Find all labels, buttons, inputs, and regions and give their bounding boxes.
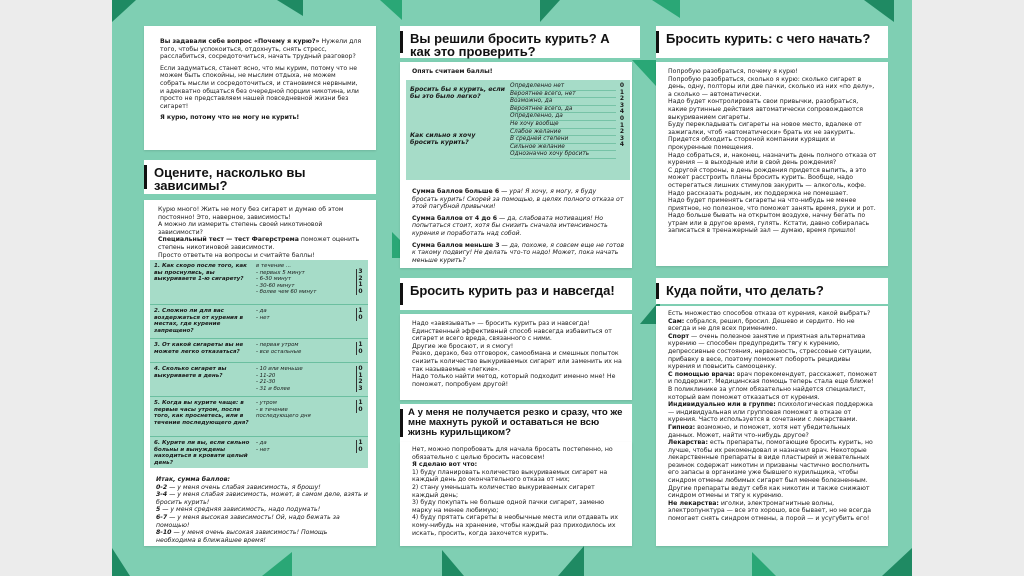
brochure [112, 0, 912, 576]
deco-triangle [632, 60, 656, 86]
check-panel [400, 62, 632, 268]
results-block: Итак, сумма баллов: 0-2 — у меня очень слабая зависимость, я брошу! 3-4 — у меня слабая зависимость, может, в самом деле, взять и бросить курить! 5 — у меня средняя зависимость, надо подумать! 6-7 — у меня высокая зависимость! Ой, надо бежать за помощью! 8-10 — у меня очень высокая зависимость! Помощь необходима в ближайшее время! [156, 476, 368, 544]
section-heading-start: Бросить курить: с чего начать? [656, 26, 888, 58]
motivation-results: Сумма баллов больше 6 — ура! Я хочу, я могу, я буду бросать курить! Скорей за помощью, в целях полного отказа от этой пагубной привычки! Сумма баллов от 4 до 6 — да, слабовата мотивация! Но попытаться стоит, хотя бы снизить сначала интенсивность курения и поработать над собой. Сумма баллов меньше 3 — да, похоже, я совсем еще не готов к такому подвигу! Не делать что-то надо! Может, пока начать меньше курить? [412, 188, 624, 264]
intro-panel [144, 26, 376, 150]
section-heading-where: Куда пойти, что делать? [656, 278, 888, 304]
test-row-5: 5. Когда вы курите чаще: в первые часы утром, после того, как проснетесь, или в течение последующего дня? - утром - в течение последующего дня 1 0 [150, 396, 368, 436]
deco-triangle [277, 0, 303, 16]
deco-triangle [558, 546, 584, 576]
section-heading-dependence: Оцените, насколько вы зависимы? [144, 160, 376, 194]
deco-triangle [540, 0, 560, 22]
test-row-4: 4. Сколько сигарет вы выкуриваете в день? - 10 или меньше - 11-20 - 21-30 - 31 и более 0 1 2 3 [150, 362, 368, 396]
fagerstrom-table [150, 260, 368, 468]
gradual-panel: Нет, можно попробовать для начала бросать постепенно, но обязательно с целью бросить насовсем! Я сделаю вот что: 1) буду планировать количество выкуриваемых сигарет на каждый день до окончательного отказа от них; 2) стану уменьшать количество выкуриваемых сигарет каждый день; 3) буду покупать не больше одной пачки сигарет, заменю марку на менее любимую; 4) буду прятать сигареты в необычные места или отдавать их кому-нибудь на хранение, чтобы каждый раз приходилось их искать, просить, когда захочется курить. [400, 442, 632, 546]
deco-triangle [864, 0, 894, 22]
intro-text: Если задуматься, станет ясно, что мы курим, потому что не можем быть спокойны, не мыслим отдыха, не можем собрать мысли и сосредоточиться, и становимся нервными, и адекватно общаться без очередной порции никотина, или просто не представляем нашей повседневной жизни без сигарет! [160, 64, 359, 110]
deco-triangle [752, 552, 776, 576]
deco-triangle [652, 0, 680, 18]
deco-triangle [882, 548, 912, 576]
deco-triangle [112, 548, 130, 576]
test-panel [144, 200, 376, 546]
test-row-1: 1. Как скоро после того, как вы проснулись, вы выкуриваете 1-ю сигарету? в течение ... - первых 5 минут - 6-30 минут - 30-60 минут - более чем 60 минут 3 2 1 0 [154, 263, 363, 295]
motivation-table: Бросить бы я курить, если бы это было легко? Как сильно я хочу бросить курить? Определенно нет Вероятнее всего, нет Возможно, да Вероятнее всего, да Определенно, да Не хочу вообще Слабое желание В средней степени Сильное желание Однозначно хочу бросить 0 1 2 3 4 0 1 2 3 4 [406, 80, 630, 180]
test-row-2: 2. Сложно ли для вас воздержаться от курения в местах, где курение запрещено? - да - нет 1 0 [150, 304, 368, 338]
section-heading-quit: Бросить курить раз и навсегда! [400, 278, 632, 310]
count-title: Опять считаем баллы! [412, 68, 493, 75]
test-row-3: 3. От какой сигареты вы не можете легко отказаться? - первая утром - все остальные 1 0 [150, 338, 368, 362]
deco-triangle [262, 552, 292, 576]
intro-conclusion: Я курю, потому что не могу не курить! [160, 114, 300, 122]
deco-triangle [380, 0, 402, 20]
section-heading-check: Вы решили бросить курить? А как это проверить? [400, 26, 640, 58]
deco-triangle [442, 550, 464, 576]
section-heading-gradual: А у меня не получается резко и сразу, что же мне махнуть рукой и оставаться не всю жизнь курильщиком? [400, 404, 632, 442]
deco-triangle [112, 0, 136, 22]
test-intro: Курю много! Жить не могу без сигарет и думаю об этом постоянно! Это, наверное, зависимость! А можно ли измерить степень своей никотиновой зависимости? Специальный тест — тест Фагерстрема поможет оценить степень никотиновой зависимости. Просто ответьте на вопросы и считайте баллы! [158, 206, 360, 259]
where-panel: Есть множество способов отказа от курения, какой выбрать? Сам: собрался, решил, бросил. Дешево и сердито. Но не всегда и не для всех применимо. Спорт — очень полезное занятие и приятная альтернатива курению — способен предупредить тягу к курению, депрессивные состояния, нервозность, стрессовые ситуации, прибавку в весе, поэтому поможет побороть рецидивы курения и повысить самооценку. С помощью врача: врач порекомендует, расскажет, поможет и поддержит. Медицинская помощь теперь стала еще ближе! В поликлинике за углом обязательно найдется специалист, который вам поможет отказаться от курения. Индивидуально или в группе: психологическая поддержка — индивидуальная или групповая поможет в отказе от курения. Часто используется в сочетании с лекарствами. Гипноз: возможно, и поможет, хотя нет убедительных данных. Может, найти что-нибудь другое? Лекарства: есть препараты, помогающие бросить курить, но лучше, чтобы их рекомендовал и назначил врач. Некоторые лекарственные препараты в виде пластырей и жевательных резинок содержат никотин и призваны частично восполнить его запасы в организме уже бывшего курильщика, чтобы синдром отмены любимых сигарет был менее болезненным. Другие препараты ведут себя как никотин и также снижают синдром отмены и тягу к курению. Не лекарства: иголки, электромагнитные волны, электропунктура — все это хорошо, все бывает, но не всегда помогает снять синдром отмены, а порой — и усугубить его! [656, 306, 888, 546]
test-row-6: 6. Курите ли вы, если сильно больны и вынуждены находиться в кровати целый день? - да - нет 1 0 [150, 436, 368, 468]
start-panel: Попробую разобраться, почему я курю! Попробую разобраться, сколько я курю: сколько сигарет в день, одну, полторы или две пачки, сколько из них «по делу», а сколько — автоматически. Надо будет контролировать свои привычки, разобраться, какие рутинные действия автоматически сопровождаются выкуриванием сигареты. Буду перекладывать сигареты на новое место, вдалеке от зажигалки, чтоб «автоматически» брать их не закурить. Придется обходить стороной компании курящих и прокуренные помещения. Надо собраться, и, наконец, назначить день полного отказа от курения — в выходные или в свой день рождения? С другой стороны, в день рождения придется выпить, а это может расстроить планы бросить курить. Вообще, надо остерегаться лишних стимулов закурить — алкоголь, кофе. Надо рассказать родным, их поддержка не помешает. Надо будет применять сигареты на что-нибудь не менее приятное, но полезное, что поможет занять время, руки и рот. Надо больше бывать на открытом воздухе, начну бегать по утрам или в другое время, гулять. Кстати, давно собиралась записаться в тренажерный зал — думаю, время пришло! [656, 62, 888, 266]
intro-question: Вы задавали себе вопрос «Почему я курю?» Нужели для того, чтобы успокоиться, отдохнуть, снять стресс, расслабиться, сосредоточиться, начать трудный разговор? [160, 38, 362, 61]
quit-panel: Надо «завязывать» — бросить курить раз и навсегда! Единственный эффективный способ навсегда избавиться от сигарет и всего вреда, связанного с ними. Другие же бросают, и я смогу! Резко, дерзко, без отговорок, самообмана и смешных попыток снизить количество выкуриваемых сигарет или заменить их на так называемые «легкие». Надо только найти метод, который подходит именно мне! Не поможет, попробуем другой! [400, 314, 632, 400]
